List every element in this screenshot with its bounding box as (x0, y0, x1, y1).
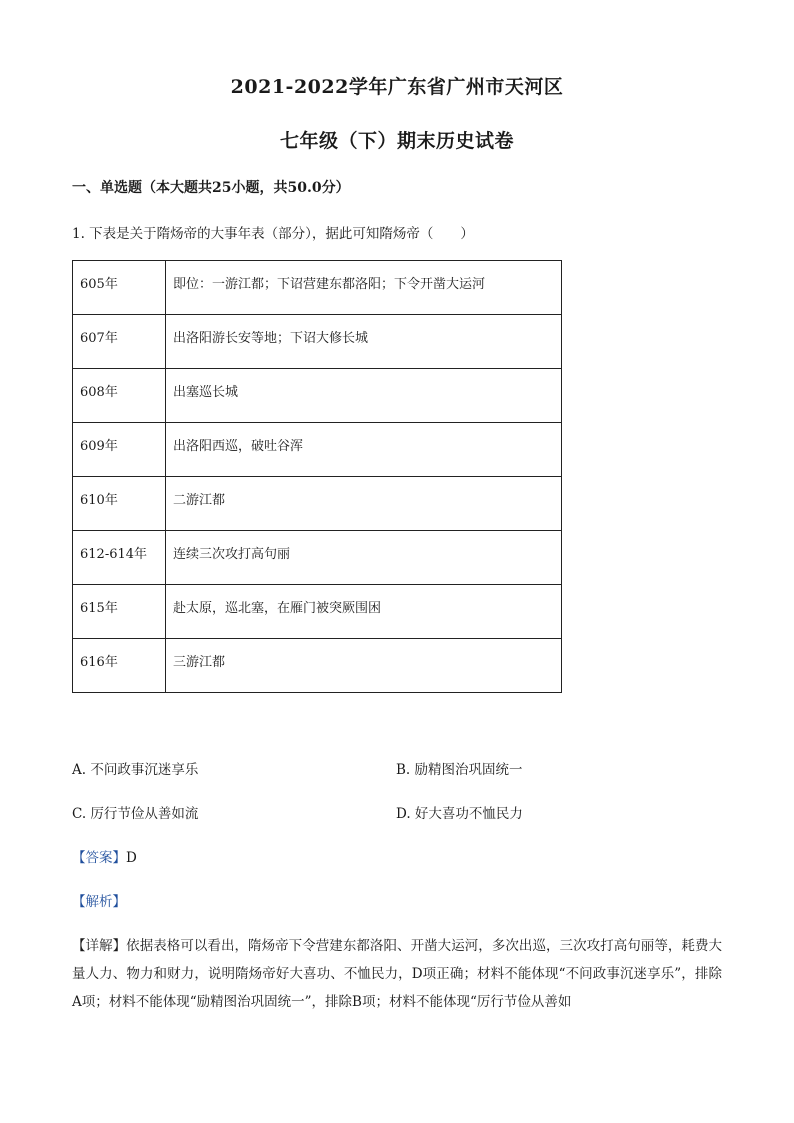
answer-line (72, 846, 137, 866)
table-cell-year: 609年 (73, 423, 166, 477)
table-cell-year: 610年 (73, 477, 166, 531)
table-row (73, 369, 562, 423)
answer-tag: 【答案】 (72, 850, 126, 866)
table-cell-event: 出塞巡长城 (166, 369, 562, 423)
table-row (73, 639, 562, 693)
table-cell-year: 615年 (73, 585, 166, 639)
table-cell-year: 616年 (73, 639, 166, 693)
analysis-line (72, 890, 126, 910)
table-cell-year: 607年 (73, 315, 166, 369)
exam-title-line1: 2021-2022学年广东省广州市天河区 (230, 76, 564, 98)
table-cell-event: 出洛阳西巡，破吐谷浑 (166, 423, 562, 477)
table-cell-event: 出洛阳游长安等地；下诏大修长城 (166, 315, 562, 369)
table-row (73, 315, 562, 369)
table-row (73, 477, 562, 531)
table-cell-event: 连续三次攻打高句丽 (166, 531, 562, 585)
table-cell-event: 即位：一游江都；下诏营建东都洛阳；下令开凿大运河 (166, 261, 562, 315)
table-row (73, 423, 562, 477)
detail-tag: 【详解】 (72, 938, 127, 954)
events-table (72, 260, 562, 693)
table-cell-year: 612-614年 (73, 531, 166, 585)
table-row (73, 261, 562, 315)
section-heading: 一、单选题（本大题共25小题，共50.0分） (72, 180, 350, 196)
exam-title-line2: 七年级（下）期末历史试卷 (279, 130, 514, 152)
table-row (73, 585, 562, 639)
option-c: C. 厉行节俭从善如流 (72, 806, 199, 822)
table-cell-event: 三游江都 (166, 639, 562, 693)
option-d: D. 好大喜功不恤民力 (396, 806, 523, 822)
table-cell-year: 605年 (73, 261, 166, 315)
option-b: B. 励精图治巩固统一 (396, 762, 523, 778)
question-stem: 1. 下表是关于隋炀帝的大事年表（部分），据此可知隋炀帝（ ） (72, 226, 474, 242)
table-cell-event: 二游江都 (166, 477, 562, 531)
analysis-tag: 【解析】 (72, 894, 126, 910)
detail-text: 依据表格可以看出，隋炀帝下令营建东都洛阳、开凿大运河，多次出巡，三次攻打高句丽等，耗费大量人力、物力和财力，说明隋炀帝好大喜功、不恤民力，D项正确；材料不能体现“不问政事沉迷享乐”，排除A项；材料不能体现“励精图治巩固统一”，排除B项；材料不能体现“厉行节俭从善如 (72, 938, 723, 1010)
answer-value: D (126, 850, 137, 866)
table-row (73, 531, 562, 585)
analysis-detail (72, 932, 722, 1016)
table-cell-year: 608年 (73, 369, 166, 423)
option-a: A. 不问政事沉迷享乐 (72, 762, 199, 778)
table-cell-event: 赴太原，巡北塞，在雁门被突厥围困 (166, 585, 562, 639)
